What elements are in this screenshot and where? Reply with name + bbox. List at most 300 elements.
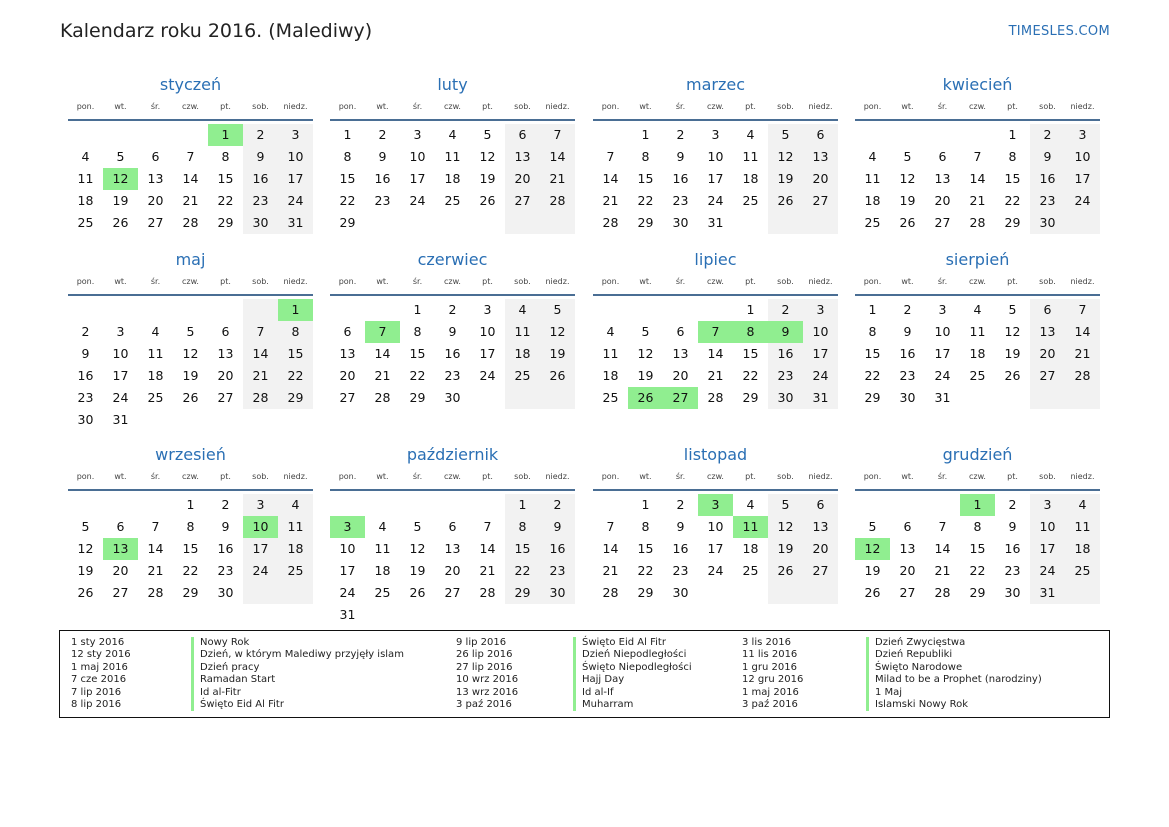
day-cell: 6 — [221, 324, 230, 339]
month-name: styczeń — [159, 75, 222, 94]
month-5 — [330, 247, 575, 409]
day-cell: 4 — [151, 324, 160, 339]
day-cell: 30 — [217, 585, 234, 600]
day-cell: 11 — [147, 346, 164, 361]
legend-holiday-name: Hajj Day — [573, 674, 624, 686]
day-cell: 2 — [781, 302, 790, 317]
day-cell: 28 — [374, 390, 391, 405]
day-cell: 17 — [287, 171, 304, 186]
day-cell: 3 — [483, 302, 492, 317]
month-name: sierpień — [945, 250, 1010, 269]
day-cell: 19 — [637, 368, 654, 383]
day-cell: 4 — [746, 127, 755, 142]
day-cell: 26 — [1004, 368, 1021, 383]
day-cell: 4 — [868, 149, 877, 164]
day-cell: 27 — [812, 193, 829, 208]
day-cell: 9 — [1043, 149, 1052, 164]
day-cell: 21 — [147, 563, 164, 578]
legend-date: 26 lip 2016 — [456, 649, 513, 661]
weekday-label: wt. — [376, 472, 389, 481]
day-cell: 27 — [444, 585, 461, 600]
day-cell: 1 — [641, 497, 650, 512]
day-cell: 15 — [864, 346, 881, 361]
day-cell: 20 — [444, 563, 461, 578]
weekday-header — [855, 101, 1100, 121]
day-cell: 16 — [252, 171, 269, 186]
legend-holiday-name: Dzień, w którym Malediwy przyjęły islam — [191, 649, 404, 661]
weekday-label: niedz. — [545, 472, 570, 481]
day-cell: 20 — [339, 368, 356, 383]
weekday-label: pon. — [601, 277, 620, 286]
day-cell: 5 — [116, 149, 125, 164]
holiday-day: 3 — [698, 494, 733, 516]
day-cell: 24 — [112, 390, 129, 405]
day-cell: 28 — [147, 585, 164, 600]
day-cell: 5 — [868, 519, 877, 534]
day-cell: 28 — [969, 215, 986, 230]
legend-date: 7 cze 2016 — [71, 674, 127, 686]
legend-holiday-name: Islamski Nowy Rok — [866, 699, 968, 711]
day-cell: 5 — [186, 324, 195, 339]
day-cell: 7 — [1078, 302, 1087, 317]
day-cell: 9 — [378, 149, 387, 164]
holiday-day: 8 — [733, 321, 768, 343]
day-cell: 10 — [707, 149, 724, 164]
day-cell: 26 — [777, 563, 794, 578]
weekday-label: śr. — [937, 472, 948, 481]
month-7 — [855, 247, 1100, 409]
legend-holiday-name: Dzień Zwycięstwa — [866, 637, 965, 649]
day-cell: 15 — [637, 171, 654, 186]
weekday-label: pon. — [863, 277, 882, 286]
day-cell: 7 — [553, 127, 562, 142]
day-cell: 22 — [742, 368, 759, 383]
day-cell: 5 — [553, 302, 562, 317]
day-cell: 5 — [781, 497, 790, 512]
holiday-legend — [59, 630, 1110, 718]
day-cell: 26 — [409, 585, 426, 600]
day-cell: 3 — [938, 302, 947, 317]
day-cell: 9 — [256, 149, 265, 164]
day-cell: 21 — [374, 368, 391, 383]
day-cell: 7 — [606, 519, 615, 534]
day-cell: 6 — [816, 497, 825, 512]
holiday-day: 27 — [663, 387, 698, 409]
legend-date: 1 sty 2016 — [71, 637, 125, 648]
month-3 — [855, 72, 1100, 234]
day-cell: 18 — [287, 541, 304, 556]
day-cell: 6 — [903, 519, 912, 534]
day-cell: 14 — [969, 171, 986, 186]
day-cell: 22 — [339, 193, 356, 208]
day-cell: 18 — [77, 193, 94, 208]
day-cell: 23 — [77, 390, 94, 405]
month-10 — [593, 442, 838, 604]
month-name: lipiec — [694, 250, 737, 269]
day-cell: 8 — [868, 324, 877, 339]
month-0 — [68, 72, 313, 234]
day-cell: 21 — [182, 193, 199, 208]
day-cell: 17 — [409, 171, 426, 186]
day-cell: 19 — [1004, 346, 1021, 361]
day-cell: 17 — [707, 171, 724, 186]
day-cell: 26 — [182, 390, 199, 405]
day-cell: 10 — [409, 149, 426, 164]
holiday-day: 7 — [365, 321, 400, 343]
weekday-label: śr. — [412, 277, 423, 286]
day-cell: 10 — [934, 324, 951, 339]
day-cell: 4 — [81, 149, 90, 164]
day-cell: 11 — [444, 149, 461, 164]
weekday-label: sob. — [252, 277, 269, 286]
day-cell: 20 — [217, 368, 234, 383]
day-cell: 22 — [637, 563, 654, 578]
weekday-label: niedz. — [808, 102, 833, 111]
day-cell: 11 — [287, 519, 304, 534]
day-cell: 25 — [742, 563, 759, 578]
weekday-label: niedz. — [545, 277, 570, 286]
day-cell: 1 — [1008, 127, 1017, 142]
weekday-header — [593, 276, 838, 296]
day-cell: 20 — [147, 193, 164, 208]
day-cell: 19 — [777, 171, 794, 186]
day-cell: 18 — [147, 368, 164, 383]
day-cell: 26 — [77, 585, 94, 600]
weekday-label: pt. — [482, 277, 493, 286]
weekday-label: pt. — [745, 277, 756, 286]
day-cell: 14 — [182, 171, 199, 186]
day-cell: 24 — [812, 368, 829, 383]
legend-date: 3 paź 2016 — [742, 699, 798, 710]
weekday-label: czw. — [444, 472, 461, 481]
day-cell: 21 — [479, 563, 496, 578]
day-cell: 26 — [864, 585, 881, 600]
day-cell: 13 — [147, 171, 164, 186]
weekday-label: pon. — [76, 472, 95, 481]
day-cell: 2 — [676, 497, 685, 512]
legend-date: 1 maj 2016 — [742, 686, 799, 698]
weekday-label: pt. — [220, 102, 231, 111]
legend-holiday-name: Święto Eid Al Fitr — [573, 637, 666, 649]
day-cell: 24 — [339, 585, 356, 600]
legend-date: 9 lip 2016 — [456, 637, 507, 648]
day-grid — [855, 494, 1100, 604]
weekday-label: śr. — [150, 102, 161, 111]
day-cell: 12 — [777, 519, 794, 534]
day-cell: 13 — [1039, 324, 1056, 339]
weekday-label: wt. — [639, 277, 652, 286]
day-cell: 4 — [1078, 497, 1087, 512]
weekday-label: czw. — [969, 472, 986, 481]
day-cell: 20 — [812, 541, 829, 556]
weekday-label: śr. — [412, 102, 423, 111]
weekday-label: czw. — [444, 102, 461, 111]
day-cell: 8 — [1008, 149, 1017, 164]
day-cell: 28 — [549, 193, 566, 208]
legend-date: 12 gru 2016 — [742, 674, 804, 686]
day-cell: 4 — [448, 127, 457, 142]
day-cell: 29 — [637, 215, 654, 230]
day-cell: 7 — [256, 324, 265, 339]
day-cell: 28 — [602, 585, 619, 600]
holiday-day: 10 — [243, 516, 278, 538]
site-link[interactable]: TIMESLES.COM — [1008, 24, 1110, 39]
day-cell: 25 — [742, 193, 759, 208]
day-cell: 1 — [746, 302, 755, 317]
day-cell: 21 — [252, 368, 269, 383]
day-cell: 2 — [1008, 497, 1017, 512]
day-cell: 1 — [413, 302, 422, 317]
day-cell: 23 — [672, 193, 689, 208]
day-cell: 10 — [1039, 519, 1056, 534]
day-cell: 7 — [973, 149, 982, 164]
day-cell: 29 — [742, 390, 759, 405]
day-cell: 7 — [186, 149, 195, 164]
day-cell: 28 — [479, 585, 496, 600]
weekday-label: czw. — [969, 277, 986, 286]
day-cell: 24 — [409, 193, 426, 208]
weekday-label: pon. — [863, 102, 882, 111]
day-cell: 6 — [816, 127, 825, 142]
day-cell: 9 — [1008, 519, 1017, 534]
day-cell: 22 — [514, 563, 531, 578]
day-cell: 18 — [514, 346, 531, 361]
day-cell: 7 — [938, 519, 947, 534]
day-cell: 1 — [641, 127, 650, 142]
legend-date: 12 sty 2016 — [71, 649, 131, 661]
day-grid — [593, 124, 838, 234]
day-cell: 29 — [409, 390, 426, 405]
day-cell: 17 — [479, 346, 496, 361]
day-cell: 16 — [217, 541, 234, 556]
weekday-label: sob. — [777, 102, 794, 111]
day-cell: 17 — [252, 541, 269, 556]
day-cell: 2 — [903, 302, 912, 317]
day-cell: 10 — [707, 519, 724, 534]
day-cell: 24 — [479, 368, 496, 383]
day-grid — [855, 124, 1100, 234]
day-cell: 17 — [707, 541, 724, 556]
day-cell: 15 — [182, 541, 199, 556]
day-cell: 25 — [444, 193, 461, 208]
weekday-header — [68, 471, 313, 491]
day-cell: 28 — [1074, 368, 1091, 383]
day-cell: 9 — [448, 324, 457, 339]
day-cell: 26 — [479, 193, 496, 208]
day-cell: 31 — [934, 390, 951, 405]
weekday-label: śr. — [412, 472, 423, 481]
day-cell: 25 — [147, 390, 164, 405]
weekday-label: czw. — [707, 277, 724, 286]
weekday-label: pon. — [338, 277, 357, 286]
legend-date: 3 lis 2016 — [742, 637, 791, 648]
day-cell: 27 — [899, 585, 916, 600]
day-cell: 14 — [147, 541, 164, 556]
weekday-label: wt. — [901, 102, 914, 111]
day-cell: 19 — [77, 563, 94, 578]
month-name: wrzesień — [155, 445, 226, 464]
day-cell: 6 — [938, 149, 947, 164]
day-cell: 27 — [514, 193, 531, 208]
legend-date: 1 gru 2016 — [742, 661, 797, 673]
day-cell: 15 — [969, 541, 986, 556]
day-cell: 12 — [182, 346, 199, 361]
day-cell: 20 — [672, 368, 689, 383]
weekday-label: sob. — [777, 472, 794, 481]
day-cell: 22 — [637, 193, 654, 208]
legend-holiday-name: Dzień Republiki — [866, 649, 952, 661]
day-grid — [593, 494, 838, 604]
day-cell: 23 — [1039, 193, 1056, 208]
weekday-label: niedz. — [1070, 277, 1095, 286]
legend-holiday-name: Święto Narodowe — [866, 662, 962, 674]
day-cell: 16 — [672, 171, 689, 186]
day-cell: 2 — [256, 127, 265, 142]
weekday-label: śr. — [150, 277, 161, 286]
day-cell: 29 — [182, 585, 199, 600]
day-cell: 6 — [518, 127, 527, 142]
weekday-header — [68, 101, 313, 121]
day-cell: 13 — [444, 541, 461, 556]
day-cell: 15 — [637, 541, 654, 556]
day-grid — [593, 299, 838, 409]
weekday-label: pt. — [1007, 102, 1018, 111]
day-cell: 31 — [339, 607, 356, 622]
day-cell: 17 — [1074, 171, 1091, 186]
day-cell: 22 — [1004, 193, 1021, 208]
day-cell: 18 — [864, 193, 881, 208]
holiday-day: 3 — [330, 516, 365, 538]
day-cell: 30 — [899, 390, 916, 405]
weekday-label: pt. — [1007, 277, 1018, 286]
day-cell: 12 — [409, 541, 426, 556]
day-cell: 29 — [969, 585, 986, 600]
day-cell: 5 — [1008, 302, 1017, 317]
day-cell: 13 — [899, 541, 916, 556]
weekday-label: pon. — [338, 472, 357, 481]
month-2 — [593, 72, 838, 234]
day-cell: 18 — [742, 541, 759, 556]
weekday-header — [855, 471, 1100, 491]
weekday-label: pt. — [482, 102, 493, 111]
day-cell: 13 — [514, 149, 531, 164]
weekday-label: śr. — [937, 102, 948, 111]
day-cell: 30 — [672, 585, 689, 600]
day-cell: 17 — [1039, 541, 1056, 556]
holiday-day: 7 — [698, 321, 733, 343]
day-cell: 31 — [707, 215, 724, 230]
day-cell: 23 — [374, 193, 391, 208]
day-cell: 31 — [112, 412, 129, 427]
weekday-label: śr. — [675, 472, 686, 481]
weekday-label: niedz. — [808, 277, 833, 286]
day-cell: 2 — [221, 497, 230, 512]
holiday-day: 1 — [208, 124, 243, 146]
day-cell: 6 — [448, 519, 457, 534]
day-cell: 3 — [413, 127, 422, 142]
weekday-label: niedz. — [808, 472, 833, 481]
legend-holiday-name: Święto Niepodległości — [573, 662, 692, 674]
day-cell: 19 — [777, 541, 794, 556]
day-cell: 7 — [151, 519, 160, 534]
day-grid — [330, 299, 575, 409]
legend-holiday-name: Id al-Fitr — [191, 687, 241, 699]
day-cell: 3 — [291, 127, 300, 142]
day-cell: 23 — [217, 563, 234, 578]
day-cell: 4 — [518, 302, 527, 317]
legend-holiday-name: Święto Eid Al Fitr — [191, 699, 284, 711]
day-cell: 30 — [1004, 585, 1021, 600]
day-cell: 15 — [339, 171, 356, 186]
day-cell: 23 — [899, 368, 916, 383]
day-cell: 31 — [812, 390, 829, 405]
day-cell: 20 — [934, 193, 951, 208]
month-name: luty — [437, 75, 468, 94]
month-name: marzec — [685, 75, 745, 94]
holiday-day: 12 — [103, 168, 138, 190]
day-cell: 20 — [899, 563, 916, 578]
page-title: Kalendarz roku 2016. (Malediwy) — [60, 20, 373, 42]
day-cell: 27 — [112, 585, 129, 600]
legend-holiday-name: Milad to be a Prophet (narodziny) — [866, 674, 1042, 686]
day-cell: 12 — [637, 346, 654, 361]
day-cell: 1 — [518, 497, 527, 512]
weekday-label: pon. — [338, 102, 357, 111]
weekday-header — [68, 276, 313, 296]
weekday-label: niedz. — [545, 102, 570, 111]
weekday-label: czw. — [182, 277, 199, 286]
day-cell: 10 — [112, 346, 129, 361]
day-cell: 22 — [409, 368, 426, 383]
weekday-label: pt. — [482, 472, 493, 481]
weekday-label: sob. — [252, 102, 269, 111]
day-cell: 20 — [514, 171, 531, 186]
day-grid — [330, 494, 575, 626]
legend-holiday-name: Id al-If — [573, 687, 613, 699]
day-cell: 27 — [934, 215, 951, 230]
day-cell: 28 — [707, 390, 724, 405]
legend-holiday-name: Muharram — [573, 699, 633, 711]
day-cell: 14 — [479, 541, 496, 556]
weekday-label: pon. — [601, 102, 620, 111]
day-cell: 19 — [112, 193, 129, 208]
day-cell: 14 — [374, 346, 391, 361]
weekday-label: pon. — [863, 472, 882, 481]
day-cell: 2 — [553, 497, 562, 512]
day-cell: 23 — [672, 563, 689, 578]
day-cell: 12 — [77, 541, 94, 556]
day-cell: 29 — [217, 215, 234, 230]
weekday-header — [330, 101, 575, 121]
day-cell: 5 — [903, 149, 912, 164]
day-cell: 24 — [1074, 193, 1091, 208]
month-1 — [330, 72, 575, 234]
day-cell: 9 — [81, 346, 90, 361]
legend-holiday-name: Ramadan Start — [191, 674, 275, 686]
day-cell: 27 — [812, 563, 829, 578]
weekday-label: niedz. — [1070, 102, 1095, 111]
day-cell: 8 — [973, 519, 982, 534]
day-cell: 12 — [479, 149, 496, 164]
day-cell: 29 — [864, 390, 881, 405]
day-cell: 3 — [116, 324, 125, 339]
day-cell: 6 — [151, 149, 160, 164]
weekday-label: sob. — [514, 102, 531, 111]
weekday-label: śr. — [675, 102, 686, 111]
day-cell: 30 — [444, 390, 461, 405]
weekday-label: pon. — [601, 472, 620, 481]
weekday-label: wt. — [376, 102, 389, 111]
